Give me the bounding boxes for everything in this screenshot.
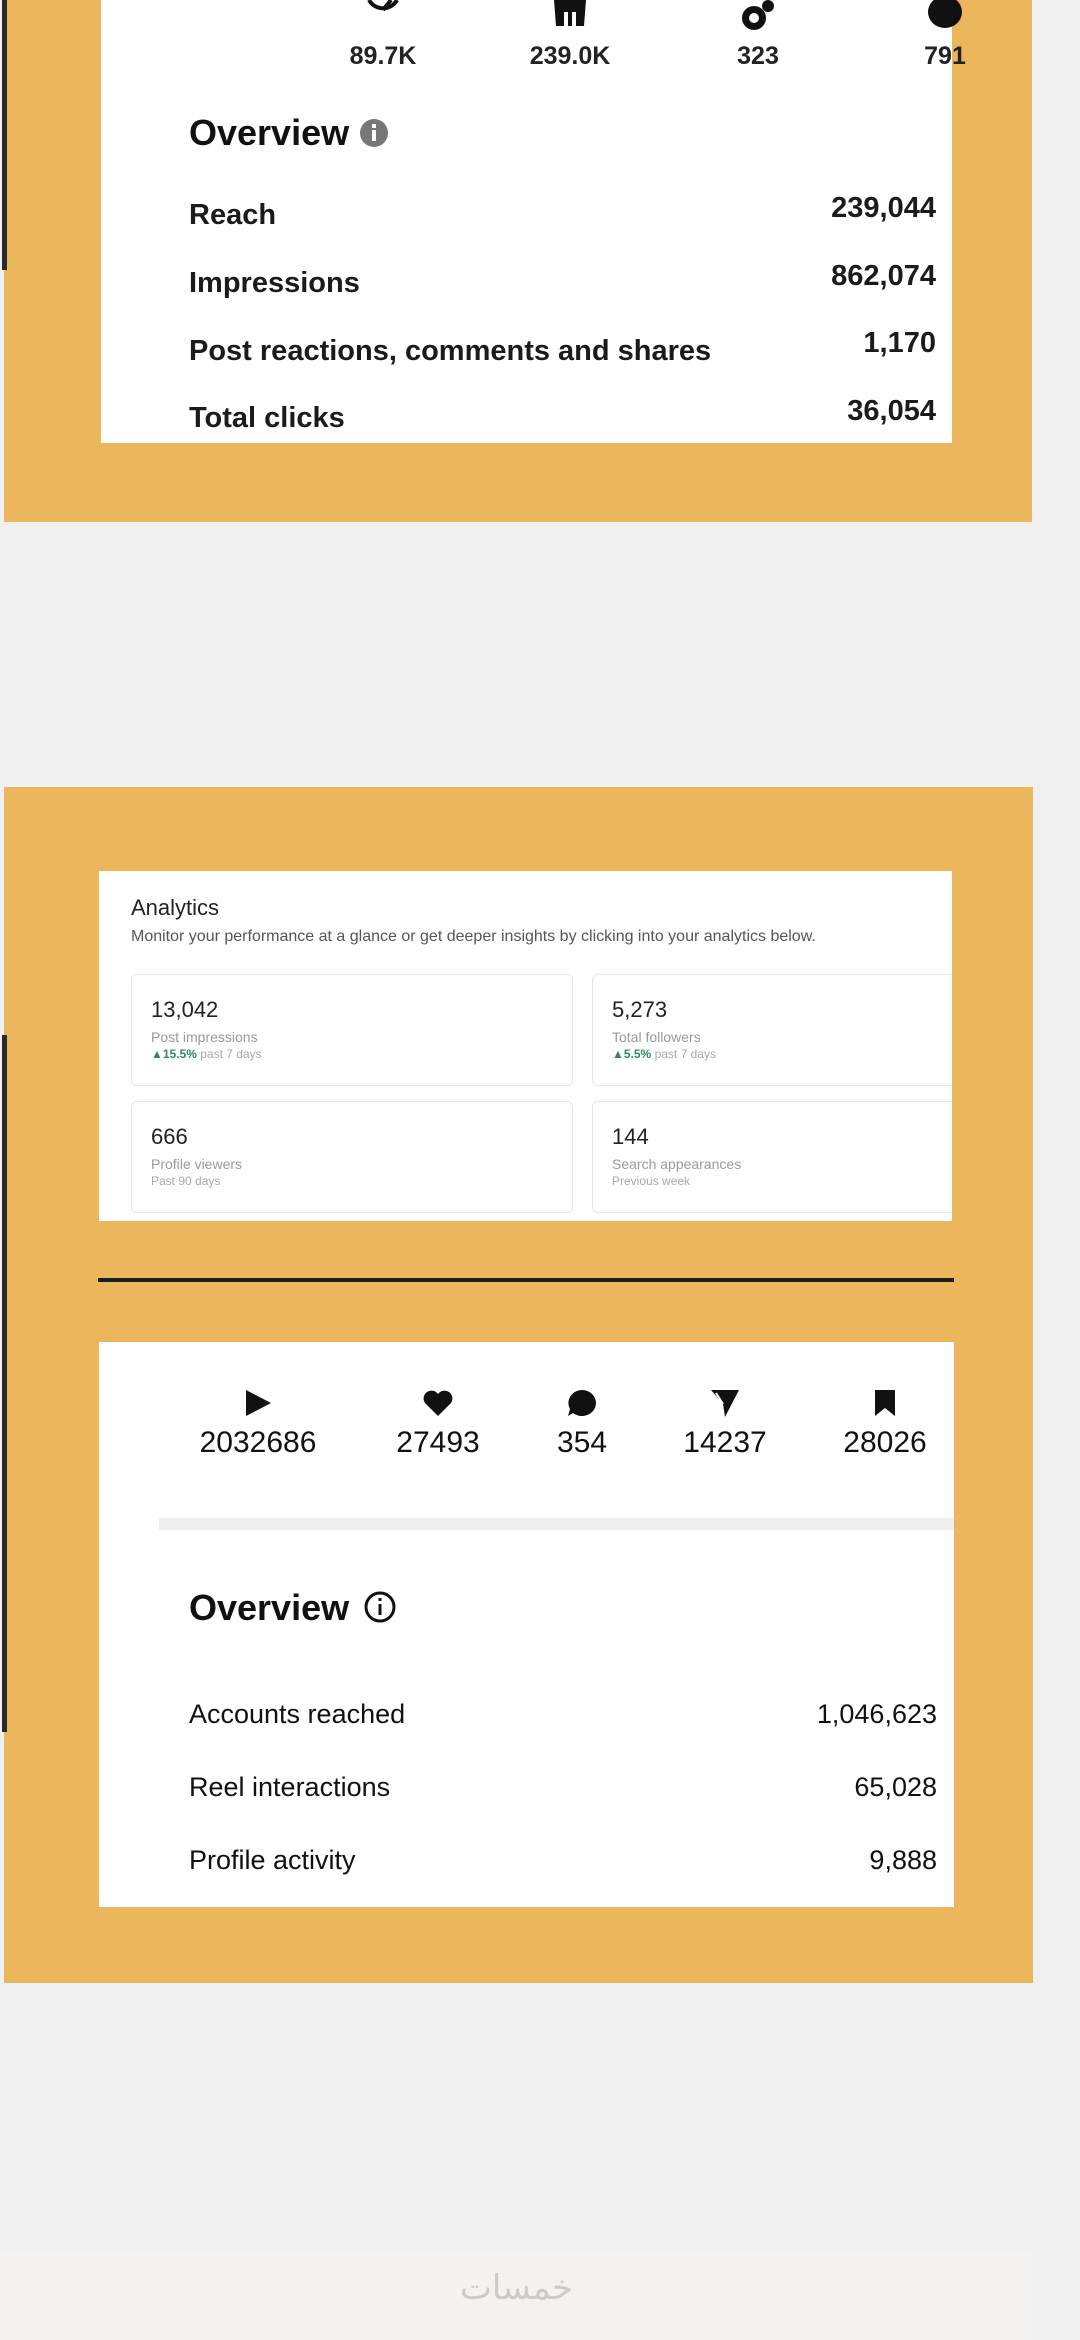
metric-change: [151, 1047, 262, 1061]
row-value-engagement: 1,170: [863, 327, 936, 359]
bookmark-icon: [871, 1388, 899, 1418]
metric-label: Profile viewers: [151, 1156, 243, 1172]
speedometer-icon: [361, 0, 405, 32]
row-label-impressions: Impressions: [189, 267, 360, 299]
metric-period: Previous week: [612, 1174, 691, 1188]
stat-plays: [183, 1388, 333, 1460]
metric-card-post-impressions[interactable]: [131, 974, 573, 1086]
overview-title: [189, 112, 389, 154]
stat-shares: [650, 1388, 800, 1460]
info-icon[interactable]: [359, 118, 389, 148]
comment-icon: [923, 0, 967, 32]
info-icon[interactable]: [363, 1590, 397, 1624]
send-icon: [709, 1388, 741, 1418]
row-value-reel-interactions: 65,028: [854, 1772, 937, 1802]
trend-up: ▲15.5%: [151, 1047, 197, 1061]
facebook-insights-card: [101, 0, 966, 443]
analytics-subtitle: Monitor your performance at a glance or get deeper insights by clicking into your analytics below.: [131, 928, 816, 945]
stat-comments: [880, 0, 1010, 71]
stat-value: 2032686: [199, 1426, 317, 1459]
reactions-icon: [736, 0, 780, 32]
analytics-title: Analytics: [131, 895, 220, 920]
metric-label: Search appearances: [612, 1156, 742, 1172]
divider-line: [98, 1278, 954, 1282]
metric-period: past 7 days: [196, 1047, 262, 1061]
metric-value: 666: [151, 1124, 188, 1149]
stat-value: 28026: [843, 1426, 927, 1459]
row-value-impressions: 862,074: [831, 260, 936, 292]
panel-edge-bar: [2, 0, 7, 270]
row-value-accounts-reached: 1,046,623: [816, 1699, 937, 1729]
stat-likes: [363, 1388, 513, 1460]
row-label-accounts-reached: Accounts reached: [189, 1699, 406, 1729]
row-label-engagement: Post reactions, comments and shares: [189, 335, 712, 367]
stat-value: 239.0K: [529, 42, 611, 70]
stat-saves: [810, 1388, 960, 1460]
metric-card-profile-viewers[interactable]: [131, 1101, 573, 1213]
metric-change: [612, 1047, 716, 1061]
stat-people: [505, 0, 635, 71]
metric-label: Post impressions: [151, 1029, 258, 1045]
heart-icon: [422, 1388, 454, 1418]
play-icon: [242, 1388, 274, 1418]
stat-comments: [507, 1388, 657, 1460]
metric-period: Past 90 days: [151, 1174, 221, 1188]
watermark-text: خمسات: [459, 2269, 574, 2307]
metric-value: 5,273: [612, 997, 668, 1022]
stat-value: 354: [556, 1426, 608, 1459]
stat-value: 323: [737, 42, 779, 70]
stat-value: 791: [924, 42, 966, 70]
stat-value: 14237: [683, 1426, 767, 1459]
stat-value: 89.7K: [349, 42, 417, 70]
row-value-profile-activity: 9,888: [869, 1845, 937, 1875]
people-icon: [548, 0, 592, 32]
trend-up: ▲5.5%: [612, 1047, 652, 1061]
stat-reactions: [693, 0, 823, 71]
row-label-reel-interactions: Reel interactions: [189, 1772, 391, 1802]
panel-edge-bar: [2, 1035, 7, 1732]
row-label-profile-activity: Profile activity: [189, 1845, 356, 1875]
metric-period: past 7 days: [651, 1047, 716, 1061]
metric-card-total-followers[interactable]: [592, 974, 952, 1086]
row-label-clicks: Total clicks: [189, 402, 345, 434]
metric-card-search-appearances[interactable]: [592, 1101, 952, 1213]
row-value-reach: 239,044: [831, 192, 936, 224]
metric-value: 144: [612, 1124, 649, 1149]
reel-insights-card: [99, 1342, 954, 1907]
stat-value: 27493: [396, 1426, 480, 1459]
metric-label: Total followers: [612, 1029, 701, 1045]
metric-value: 13,042: [151, 997, 219, 1022]
overview-title: [189, 1587, 397, 1629]
stat-reach-speed: [318, 0, 448, 71]
footer-bar: [0, 2250, 1033, 2340]
overview-title-text: Overview: [189, 1587, 350, 1628]
row-value-clicks: 36,054: [847, 395, 936, 427]
separator-band: [159, 1518, 954, 1530]
comment-icon: [565, 1388, 599, 1418]
overview-title-text: Overview: [189, 112, 350, 153]
row-label-reach: Reach: [189, 199, 277, 231]
analytics-card: [99, 871, 952, 1221]
